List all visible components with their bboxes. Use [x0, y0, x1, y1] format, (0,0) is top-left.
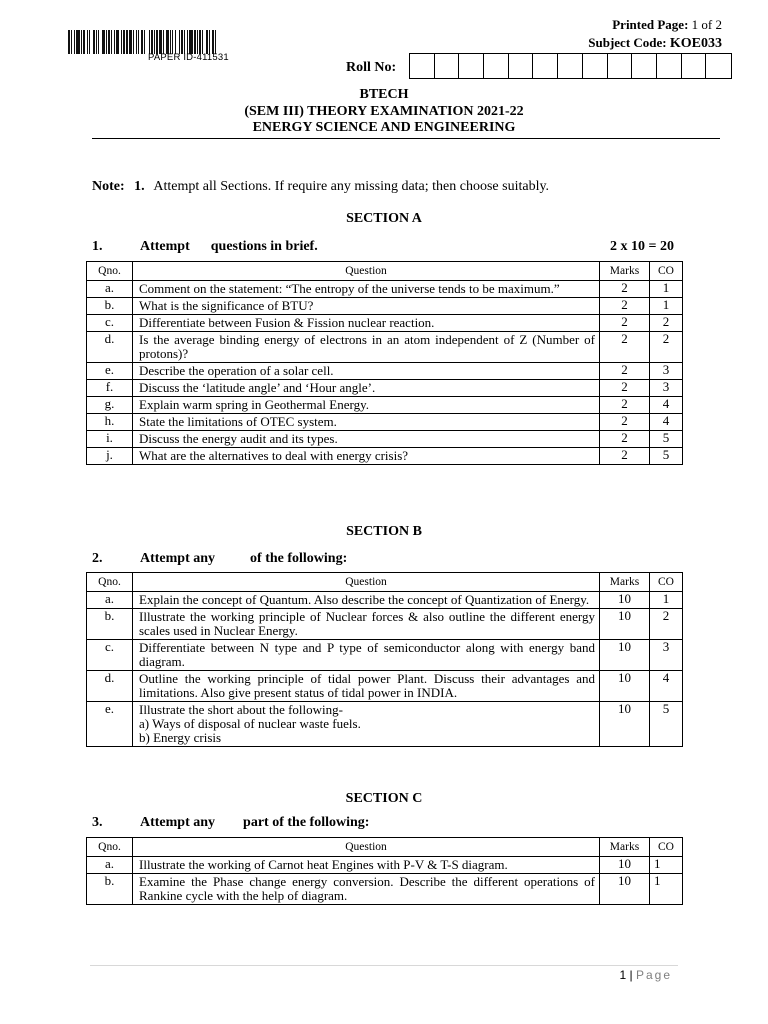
question-main-text: Explain warm spring in Geothermal Energy.	[139, 397, 369, 412]
roll-no-boxes[interactable]	[409, 53, 732, 79]
col-marks: Marks	[600, 838, 650, 857]
question-main-text: Examine the Phase change energy conversion. Describe the different operations of Rankine cycle with the help of diagram.	[139, 874, 595, 903]
question-number: c.	[87, 315, 133, 332]
question-marks: 2	[600, 431, 650, 448]
table-header-row	[87, 838, 683, 857]
roll-no-box[interactable]	[632, 54, 657, 78]
page-footer	[619, 968, 672, 982]
section-b-question-line	[92, 551, 347, 567]
roll-no-box[interactable]	[435, 54, 460, 78]
page-number: 1	[619, 968, 627, 982]
question-number: b.	[87, 298, 133, 315]
section-c-title: SECTION C	[345, 791, 423, 806]
section-a-title: SECTION A	[346, 211, 422, 226]
table-row	[87, 397, 683, 414]
question-main-text: What are the alternatives to deal with energy crisis?	[139, 448, 409, 463]
table-row	[87, 315, 683, 332]
printed-page-value: 1 of 2	[691, 17, 722, 32]
col-question: Question	[133, 262, 600, 281]
table-row	[87, 592, 683, 609]
roll-no-label: Roll No:	[346, 60, 397, 75]
printed-page	[612, 17, 722, 33]
question-marks: 2	[600, 448, 650, 465]
table-row	[87, 874, 683, 905]
exam-title: (SEM III) THEORY EXAMINATION 2021-22	[244, 104, 524, 119]
subject-code-label: Subject Code:	[588, 35, 667, 50]
question-co: 3	[650, 640, 683, 671]
question-co: 1	[650, 592, 683, 609]
question-co: 2	[650, 332, 683, 363]
table-row	[87, 281, 683, 298]
question-text	[133, 671, 600, 702]
question-subpart: a) Ways of disposal of nuclear waste fuels.	[139, 716, 361, 731]
note-number: 1.	[134, 179, 145, 194]
question-co: 5	[650, 448, 683, 465]
subject-title: ENERGY SCIENCE AND ENGINEERING	[252, 120, 516, 135]
paper-id: PAPER ID-411531	[148, 52, 229, 63]
question-text	[133, 332, 600, 363]
roll-no-box[interactable]	[608, 54, 633, 78]
barcode	[68, 30, 312, 54]
note-text: Attempt all Sections. If require any missing data; then choose suitably.	[153, 179, 550, 194]
question-co: 5	[650, 702, 683, 747]
roll-no-box[interactable]	[657, 54, 682, 78]
question-main-text: Explain the concept of Quantum. Also describe the concept of Quantization of Energy.	[139, 592, 590, 607]
question-text	[133, 414, 600, 431]
col-qno: Qno.	[87, 573, 133, 592]
question-text	[133, 281, 600, 298]
question-main-text: Discuss the ‘latitude angle’ and ‘Hour angle’.	[139, 380, 376, 395]
col-co: CO	[650, 573, 683, 592]
question-main-text: Differentiate between N type and P type of semiconductor along with energy band diagram.	[139, 640, 595, 669]
question-text	[133, 592, 600, 609]
question-main-text: Discuss the energy audit and its types.	[139, 431, 338, 446]
question-number: a.	[87, 281, 133, 298]
question-main-text: Comment on the statement: “The entropy of the universe tends to be maximum.”	[139, 281, 560, 296]
question-co: 1	[650, 857, 683, 874]
table-row	[87, 702, 683, 747]
section-a-marks-scheme: 2 x 10 = 20	[610, 239, 674, 254]
barcode-bar	[215, 30, 216, 54]
question-co: 3	[650, 380, 683, 397]
question-text	[133, 702, 600, 747]
roll-no-box[interactable]	[509, 54, 534, 78]
col-question: Question	[133, 838, 600, 857]
note-label: Note:	[92, 179, 125, 194]
question-main-text: Outline the working principle of tidal power Plant. Discuss their advantages and limitations. Also give present status of tidal power in INDIA.	[139, 671, 595, 700]
table-header-row	[87, 262, 683, 281]
table-row	[87, 448, 683, 465]
question-co: 4	[650, 671, 683, 702]
question-number: a.	[87, 592, 133, 609]
col-question: Question	[133, 573, 600, 592]
table-row	[87, 380, 683, 397]
question-number: d.	[87, 671, 133, 702]
question-number: b.	[87, 609, 133, 640]
question-main-text: Illustrate the working of Carnot heat Engines with P-V & T-S diagram.	[139, 857, 508, 872]
question-marks: 2	[600, 363, 650, 380]
subject-code	[588, 35, 722, 52]
question-text	[133, 380, 600, 397]
note	[92, 179, 549, 195]
roll-no-box[interactable]	[706, 54, 731, 78]
question-marks: 10	[600, 609, 650, 640]
header-divider	[92, 138, 720, 139]
question-number: b.	[87, 874, 133, 905]
printed-page-label: Printed Page:	[612, 17, 689, 32]
question-number: e.	[87, 702, 133, 747]
question-number: c.	[87, 640, 133, 671]
question-main-text: Is the average binding energy of electrons in an atom independent of Z (Number of protons)?	[139, 332, 595, 361]
question-number: h.	[87, 414, 133, 431]
col-marks: Marks	[600, 262, 650, 281]
page-separator: |	[629, 968, 633, 982]
question-number: e.	[87, 363, 133, 380]
roll-no-box[interactable]	[583, 54, 608, 78]
question-text	[133, 397, 600, 414]
question-co: 4	[650, 414, 683, 431]
section-b-title: SECTION B	[346, 524, 422, 539]
question-subpart: b) Energy crisis	[139, 730, 222, 745]
section-c-question-line	[92, 815, 369, 831]
section-a-q-number: 1.	[92, 239, 103, 254]
question-number: i.	[87, 431, 133, 448]
table-header-row	[87, 573, 683, 592]
table-row	[87, 671, 683, 702]
section-c-q-number: 3.	[92, 815, 103, 830]
footer-divider	[90, 965, 678, 966]
question-number: j.	[87, 448, 133, 465]
question-marks: 2	[600, 397, 650, 414]
question-number: g.	[87, 397, 133, 414]
question-text	[133, 857, 600, 874]
question-marks: 2	[600, 315, 650, 332]
col-co: CO	[650, 262, 683, 281]
question-co: 1	[650, 281, 683, 298]
question-text	[133, 448, 600, 465]
roll-no-box[interactable]	[682, 54, 707, 78]
question-main-text: Illustrate the working principle of Nuclear forces & also outline the different energy scales used in Nuclear Energy.	[139, 609, 595, 638]
section-b-instruction: Attempt any of the following:	[140, 551, 348, 566]
question-marks: 2	[600, 332, 650, 363]
roll-no-box[interactable]	[410, 54, 435, 78]
question-marks: 10	[600, 874, 650, 905]
question-text	[133, 315, 600, 332]
section-c-table	[86, 837, 683, 905]
question-text	[133, 431, 600, 448]
page-word: Page	[635, 968, 672, 982]
question-marks: 10	[600, 702, 650, 747]
question-main-text: Illustrate the short about the following-	[139, 702, 343, 717]
col-marks: Marks	[600, 573, 650, 592]
question-main-text: Differentiate between Fusion & Fission nuclear reaction.	[139, 315, 435, 330]
question-co: 2	[650, 609, 683, 640]
question-main-text: State the limitations of OTEC system.	[139, 414, 337, 429]
degree-title: BTECH	[359, 87, 409, 102]
section-b-table	[86, 572, 683, 747]
question-number: d.	[87, 332, 133, 363]
section-a-instruction: Attempt questions in brief.	[140, 239, 318, 254]
table-row	[87, 332, 683, 363]
question-marks: 2	[600, 380, 650, 397]
question-co: 4	[650, 397, 683, 414]
table-row	[87, 857, 683, 874]
question-marks: 10	[600, 592, 650, 609]
question-marks: 10	[600, 857, 650, 874]
question-text	[133, 363, 600, 380]
roll-no-box[interactable]	[533, 54, 558, 78]
question-co: 1	[650, 874, 683, 905]
question-number: a.	[87, 857, 133, 874]
table-row	[87, 298, 683, 315]
question-number: f.	[87, 380, 133, 397]
table-row	[87, 431, 683, 448]
section-a-table	[86, 261, 683, 465]
question-marks: 2	[600, 281, 650, 298]
col-qno: Qno.	[87, 262, 133, 281]
table-row	[87, 640, 683, 671]
section-b-q-number: 2.	[92, 551, 103, 566]
question-marks: 10	[600, 640, 650, 671]
table-row	[87, 609, 683, 640]
roll-no-box[interactable]	[558, 54, 583, 78]
table-row	[87, 414, 683, 431]
question-text	[133, 609, 600, 640]
section-c-instruction: Attempt any part of the following:	[140, 815, 370, 830]
col-qno: Qno.	[87, 838, 133, 857]
question-marks: 2	[600, 298, 650, 315]
question-main-text: What is the significance of BTU?	[139, 298, 314, 313]
question-main-text: Describe the operation of a solar cell.	[139, 363, 334, 378]
question-text	[133, 298, 600, 315]
question-co: 2	[650, 315, 683, 332]
roll-no-box[interactable]	[459, 54, 484, 78]
col-co: CO	[650, 838, 683, 857]
question-co: 5	[650, 431, 683, 448]
question-text	[133, 640, 600, 671]
roll-no-box[interactable]	[484, 54, 509, 78]
question-co: 1	[650, 298, 683, 315]
question-text	[133, 874, 600, 905]
question-marks: 2	[600, 414, 650, 431]
subject-code-value: KOE033	[669, 36, 722, 51]
question-co: 3	[650, 363, 683, 380]
section-a-question-line	[92, 239, 318, 255]
question-marks: 10	[600, 671, 650, 702]
table-row	[87, 363, 683, 380]
